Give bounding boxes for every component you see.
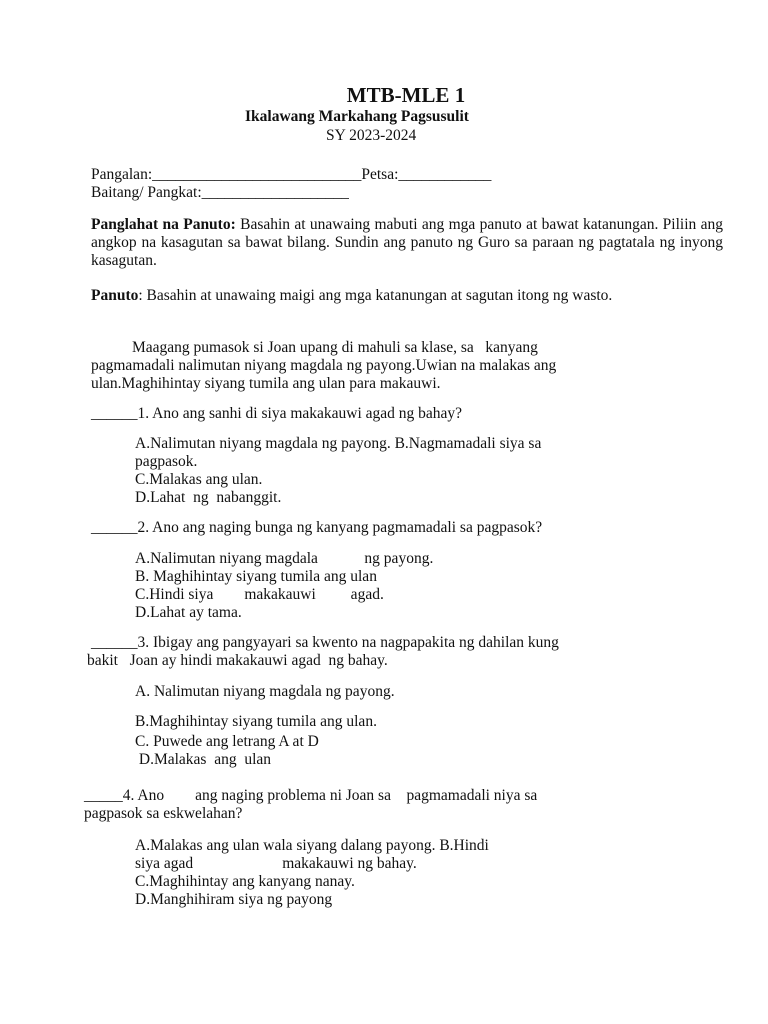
question-1-option-c: C.Malakas ang ulan.	[135, 471, 263, 488]
instructions	[91, 287, 723, 305]
exam-subtitle: Ikalawang Markahang Pagsusulit	[245, 108, 469, 125]
question-4-line-1: _____4. Ano ang naging problema ni Joan sa pagmamadali niya sa	[84, 787, 538, 804]
question-3-option-c: C. Puwede ang letrang A at D	[135, 733, 319, 750]
question-3-option-d: D.Malakas ang ulan	[135, 751, 272, 768]
question-2-option-a: A.Nalimutan niyang magdala ng payong.	[135, 550, 434, 567]
grade-label: Baitang/ Pangkat:	[91, 184, 202, 201]
grade-blank[interactable]: ___________________	[201, 184, 349, 201]
name-label: Pangalan:	[91, 166, 153, 183]
question-2-option-d: D.Lahat ay tama.	[135, 604, 242, 621]
question-1-option-d: D.Lahat ng nabanggit.	[135, 489, 282, 506]
grade-line	[91, 184, 349, 202]
instructions-label: Panuto	[91, 287, 139, 304]
question-3-option-b: B.Maghihintay siyang tumila ang ulan.	[135, 713, 377, 730]
question-3-option-a: A. Nalimutan niyang magdala ng payong.	[135, 683, 395, 700]
passage-line-1: Maagang pumasok si Joan upang di mahuli sa klase, sa kanyang	[132, 339, 538, 356]
question-1: ______1. Ano ang sanhi di siya makakauwi agad ng bahay?	[91, 405, 463, 422]
question-2-option-b: B. Maghihintay siyang tumila ang ulan	[135, 568, 377, 585]
passage-line-2: pagmamadali nalimutan niyang magdala ng payong.Uwian na malakas ang	[91, 357, 557, 374]
question-4-line-2: pagpasok sa eskwelahan?	[84, 805, 243, 822]
question-4-option-d: D.Manghihiram siya ng payong	[135, 891, 333, 908]
question-3-line-2: bakit Joan ay hindi makakauwi agad ng bahay.	[87, 652, 388, 669]
question-2: ______2. Ano ang naging bunga ng kanyang pagmamadali sa pagpasok?	[91, 519, 543, 536]
question-1-option-line-1: A.Nalimutan niyang magdala ng payong. B.Nagmamadali siya sa	[135, 435, 542, 452]
general-instructions	[91, 216, 723, 270]
passage-line-3: ulan.Maghihintay siyang tumila ang ulan para makauwi.	[91, 375, 441, 392]
date-blank[interactable]: ____________	[398, 166, 492, 183]
name-date-line	[91, 166, 491, 184]
question-4-option-c: C.Maghihintay ang kanyang nanay.	[135, 873, 355, 890]
question-1-option-line-2: pagpasok.	[135, 453, 198, 470]
exam-title: MTB-MLE 1	[346, 83, 466, 107]
instructions-text: : Basahin at unawaing maigi ang mga katanungan at sagutan itong ng wasto.	[138, 287, 613, 304]
general-instructions-text: Basahin at unawaing mabuti ang mga panuto at bawat katanungan. Piliin ang angkop na kasagutan sa bawat bilang. Sundin ang panuto ng Guro sa paraan ng pagtatala ng inyong kasagutan.	[91, 216, 723, 269]
general-instructions-label: Panglahat na Panuto:	[91, 216, 236, 233]
question-3-line-1: ______3. Ibigay ang pangyayari sa kwento na nagpapakita ng dahilan kung	[91, 634, 559, 651]
question-4-option-line-1: A.Malakas ang ulan wala siyang dalang payong. B.Hindi	[135, 837, 489, 854]
date-label: Petsa:	[361, 166, 399, 183]
question-4-option-line-2: siya agad makakauwi ng bahay.	[135, 855, 417, 872]
name-blank[interactable]: ___________________________	[152, 166, 362, 183]
school-year: SY 2023-2024	[326, 127, 417, 144]
question-2-option-c: C.Hindi siya makakauwi agad.	[135, 586, 384, 603]
